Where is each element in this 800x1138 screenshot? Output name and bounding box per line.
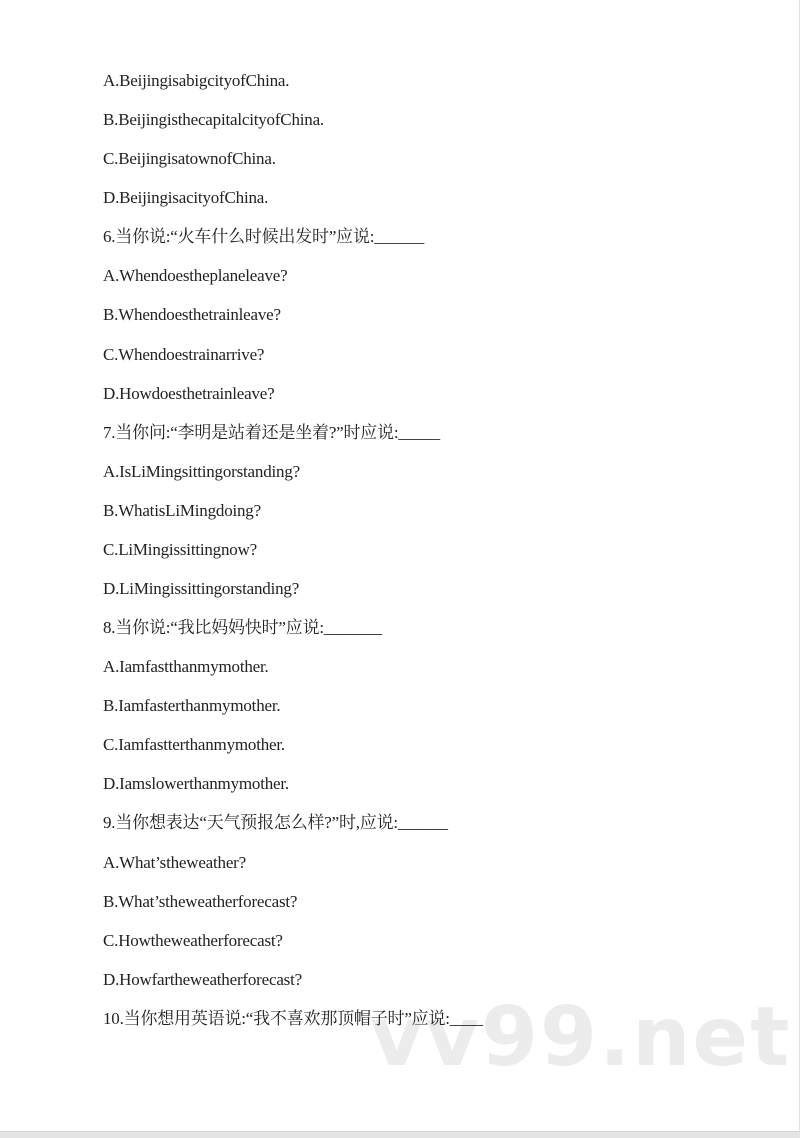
answer-option: A.What’stheweather? [103,852,246,872]
question-text: 9.当你想表达“天气预报怎么样?”时,应说:______ [103,813,448,833]
answer-option: B.Iamfasterthanmymother. [103,696,281,716]
answer-option: B.BeijingisthecapitalcityofChina. [103,110,324,130]
answer-option: D.Howdoesthetrainleave? [103,383,275,403]
answer-option: B.Whendoesthetrainleave? [103,305,281,325]
question-text: 6.当你说:“火车什么时候出发时”应说:______ [103,227,425,247]
question-text: 8.当你说:“我比妈妈快时”应说:_______ [103,618,382,638]
answer-option: A.BeijingisabigcityofChina. [103,71,290,90]
answer-option: A.Iamfastthanmymother. [103,657,269,677]
answer-option: A.IsLiMingsittingorstanding? [103,461,300,481]
answer-option: D.Iamslowerthanmymother. [103,774,289,794]
answer-option: D.Howfartheweatherforecast? [103,969,302,989]
answer-option: D.BeijingisacityofChina. [103,188,269,208]
answer-option: C.Iamfastterthanmymother. [103,735,285,755]
answer-option: A.Whendoestheplaneleave? [103,266,288,286]
question-text: 7.当你问:“李明是站着还是坐着?”时应说:_____ [103,422,440,442]
document-body [103,68,483,1045]
answer-option: C.Howtheweatherforecast? [103,930,283,950]
answer-option: C.BeijingisatownofChina. [103,149,276,169]
answer-option: C.Whendoestrainarrive? [103,344,265,364]
question-text: 10.当你想用英语说:“我不喜欢那顶帽子时”应说:____ [103,1008,483,1028]
answer-option: B.What’stheweatherforecast? [103,891,298,911]
answer-option: D.LiMingissittingorstanding? [103,579,300,599]
answer-option: B.WhatisLiMingdoing? [103,500,261,520]
answer-option: C.LiMingissittingnow? [103,539,258,559]
watermark: vv99.net [370,990,792,1085]
